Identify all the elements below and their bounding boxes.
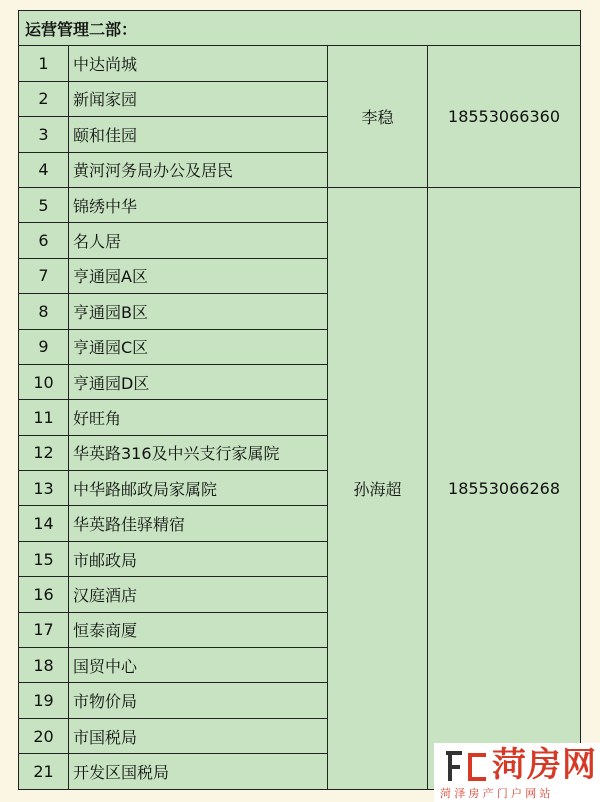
row-number: 4 [19,152,69,187]
contact-table [18,10,581,790]
section-header-row [19,11,581,46]
table-row [19,46,581,81]
community-name: 亨通园B区 [69,294,328,329]
row-number: 12 [19,435,69,470]
community-name: 亨通园D区 [69,364,328,399]
community-name: 新闻家园 [69,81,328,116]
row-number: 3 [19,117,69,152]
row-number: 5 [19,187,69,222]
community-name: 亨通园A区 [69,258,328,293]
section-title: 运营管理二部： [19,11,581,46]
community-name: 市国税局 [69,718,328,753]
community-name: 恒泰商厦 [69,612,328,647]
community-name: 好旺角 [69,400,328,435]
row-number: 6 [19,223,69,258]
community-name: 市物价局 [69,683,328,718]
row-number: 8 [19,294,69,329]
watermark-logo [434,743,600,802]
fc-logo-icon [442,749,490,785]
community-name: 锦绣中华 [69,187,328,222]
contact-phone: 18553066268 [428,187,581,789]
contact-person: 李稳 [328,46,428,188]
row-number: 14 [19,506,69,541]
community-name: 开发区国税局 [69,754,328,789]
row-number: 15 [19,541,69,576]
row-number: 2 [19,81,69,116]
community-name: 国贸中心 [69,648,328,683]
row-number: 16 [19,577,69,612]
community-name: 黄河河务局办公及居民 [69,152,328,187]
row-number: 17 [19,612,69,647]
community-name: 中达尚城 [69,46,328,81]
row-number: 18 [19,648,69,683]
contact-phone: 18553066360 [428,46,581,188]
community-name: 汉庭酒店 [69,577,328,612]
row-number: 10 [19,364,69,399]
contact-person: 孙海超 [328,187,428,789]
row-number: 13 [19,471,69,506]
community-name: 中华路邮政局家属院 [69,471,328,506]
community-name: 市邮政局 [69,541,328,576]
watermark-subtitle: 菏泽房产门户网站 [440,787,554,800]
watermark-title: 菏房网 [492,745,597,785]
community-name: 亨通园C区 [69,329,328,364]
row-number: 21 [19,754,69,789]
community-name: 颐和佳园 [69,117,328,152]
row-number: 11 [19,400,69,435]
row-number: 20 [19,718,69,753]
row-number: 19 [19,683,69,718]
table-row [19,187,581,222]
row-number: 7 [19,258,69,293]
row-number: 9 [19,329,69,364]
community-name: 华英路佳驿精宿 [69,506,328,541]
community-name: 华英路316及中兴支行家属院 [69,435,328,470]
row-number: 1 [19,46,69,81]
community-name: 名人居 [69,223,328,258]
